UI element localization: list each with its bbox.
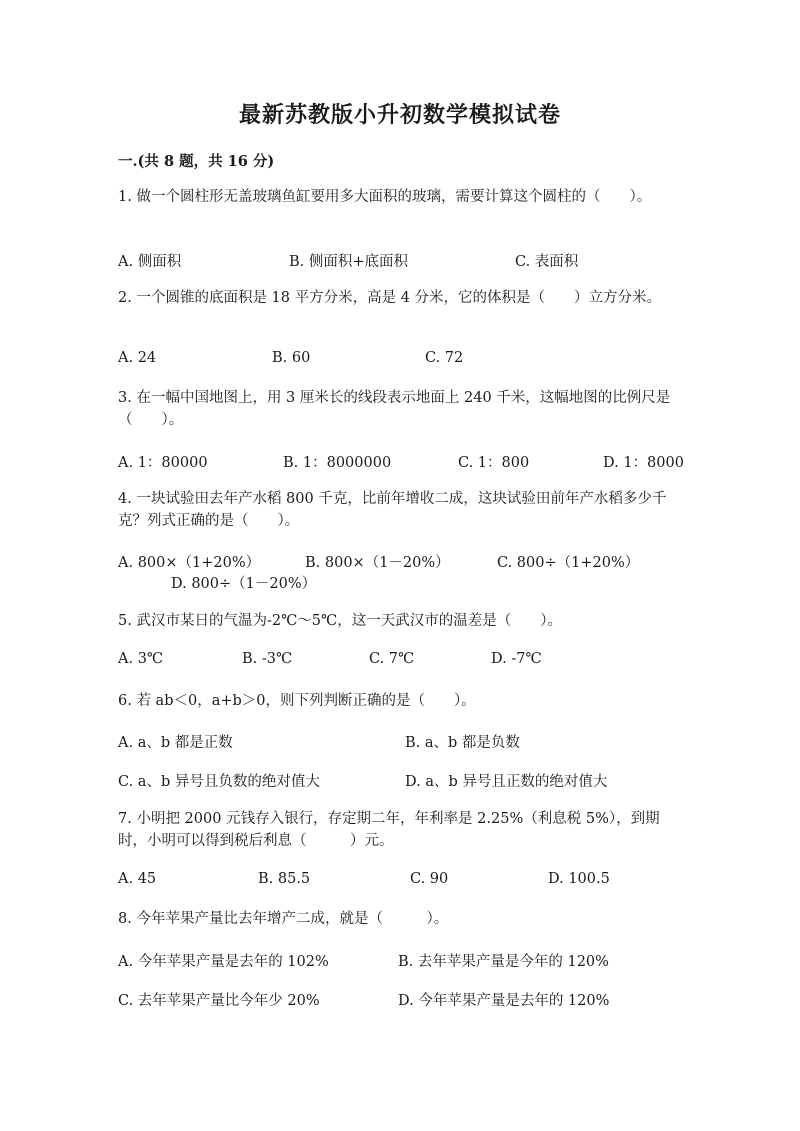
q5-option-b: B. -3℃ [242,651,293,667]
q6-option-a: A. a、b 都是正数 [118,735,233,751]
q7-option-a: A. 45 [118,871,157,887]
question-8: 8. 今年苹果产量比去年增产二成，就是（ ）。 [118,911,449,927]
q5-option-a: A. 3℃ [118,651,164,667]
q8-option-d: D. 今年苹果产量是去年的 120% [398,993,610,1009]
q8-option-b: B. 去年苹果产量是今年的 120% [398,954,609,970]
q2-option-a: A. 24 [118,350,157,366]
q5-option-d: D. -7℃ [491,651,542,667]
q7-option-d: D. 100.5 [548,871,610,887]
question-2: 2. 一个圆锥的底面积是 18 平方分米，高是 4 分米，它的体积是（ ）立方分米。 [118,290,662,306]
q1-option-c: C. 表面积 [515,254,579,270]
q3-option-b: B. 1：8000000 [283,455,392,471]
q6-option-d: D. a、b 异号且正数的绝对值大 [405,774,608,790]
q8-option-a: A. 今年苹果产量是去年的 102% [118,954,329,970]
q4-option-d: D. 800÷（1－20%） [171,576,317,592]
q7-option-c: C. 90 [410,871,449,887]
q6-option-b: B. a、b 都是负数 [405,735,520,751]
question-5: 5. 武汉市某日的气温为-2℃～5℃，这一天武汉市的温差是（ ）。 [118,613,562,629]
question-1: 1. 做一个圆柱形无盖玻璃鱼缸要用多大面积的玻璃，需要计算这个圆柱的（ ）。 [118,189,652,205]
q5-option-c: C. 7℃ [369,651,415,667]
section-heading: 一.(共 8 题，共 16 分) [118,153,275,170]
q4-option-a: A. 800×（1+20%） [118,555,261,571]
q3-option-d: D. 1：8000 [603,455,684,471]
q3-option-c: C. 1：800 [458,455,530,471]
question-7: 7. 小明把 2000 元钱存入银行，存定期二年，年利率是 2.25%（利息税 5%），到期时，小明可以得到税后利息（ ）元。 [118,811,660,849]
question-6: 6. 若 ab＜0，a+b＞0，则下列判断正确的是（ ）。 [118,693,476,709]
q6-option-c: C. a、b 异号且负数的绝对值大 [118,774,320,790]
q4-option-b: B. 800×（1－20%） [305,555,450,571]
q1-option-a: A. 侧面积 [118,254,182,270]
q2-option-b: B. 60 [272,350,311,366]
q1-option-b: B. 侧面积+底面积 [289,254,409,270]
q8-option-c: C. 去年苹果产量比今年少 20% [118,993,320,1009]
question-4: 4. 一块试验田去年产水稻 800 千克，比前年增收二成，这块试验田前年产水稻多少千克？列式正确的是（ ）。 [118,491,667,529]
question-3: 3. 在一幅中国地图上，用 3 厘米长的线段表示地面上 240 千米，这幅地图的比例尺是（ ）。 [118,390,671,428]
q7-option-b: B. 85.5 [258,871,311,887]
q3-option-a: A. 1：80000 [118,455,208,471]
page-title: 最新苏教版小升初数学模拟试卷 [238,102,561,128]
q2-option-c: C. 72 [425,350,464,366]
q4-option-c: C. 800÷（1+20%） [497,555,640,571]
